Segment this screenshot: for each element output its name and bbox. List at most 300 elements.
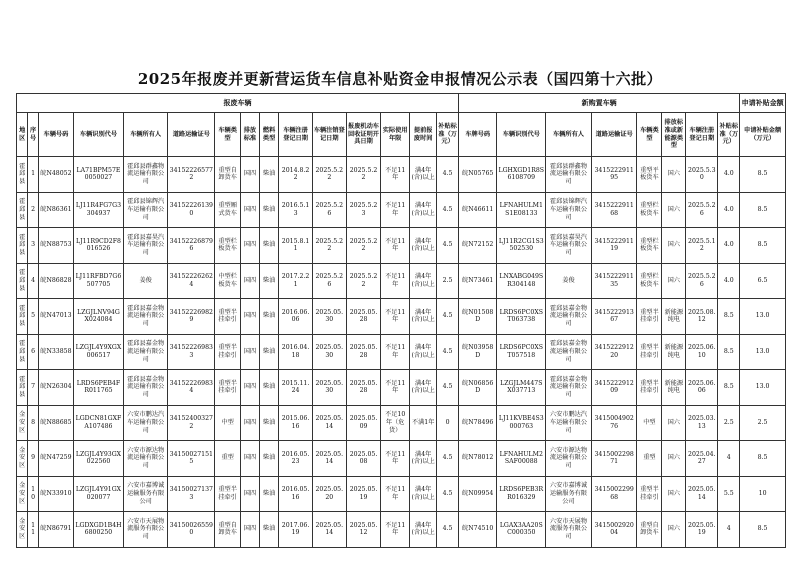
table-cell: 满4年(含)以上 xyxy=(410,370,437,406)
table-row xyxy=(17,476,786,512)
table-cell: 满4年(含)以上 xyxy=(410,192,437,228)
table-cell: 10 xyxy=(28,476,38,512)
table-cell: 霍邱县 xyxy=(17,370,28,406)
table-cell: 六安市鹏达汽车运输有限公司 xyxy=(123,405,168,441)
column-header-row xyxy=(17,113,786,157)
table-cell: 满4年(含)以上 xyxy=(410,512,437,548)
column-header: 车辆类型 xyxy=(215,113,241,157)
table-cell: 341522268796 xyxy=(168,228,215,264)
table-cell: 皖N78496 xyxy=(459,405,497,441)
table-cell: 13.0 xyxy=(740,370,786,406)
table-cell: 4.0 xyxy=(718,228,740,264)
table-cell: 皖N72152 xyxy=(459,228,497,264)
table-cell: 2025.05.12 xyxy=(346,512,380,548)
table-cell: 柴油 xyxy=(259,370,279,406)
column-header: 提前报废时间 xyxy=(410,113,437,157)
table-cell: 国六 xyxy=(662,405,686,441)
table-cell: 341522291135 xyxy=(591,263,637,299)
table-cell: 重型半挂牵引 xyxy=(637,299,662,335)
table-cell: 霍邱县嘉金物流运输有限公司 xyxy=(546,370,592,406)
table-cell: 满4年(含)以上 xyxy=(410,157,437,193)
table-body xyxy=(17,157,786,548)
table-row xyxy=(17,441,786,477)
table-cell: 6.5 xyxy=(740,263,786,299)
table-cell: 不足11年 xyxy=(381,334,410,370)
table-cell: 重型厢式货车 xyxy=(215,192,241,228)
table-cell: 4.5 xyxy=(437,512,459,548)
column-header: 车辆注册登记日期 xyxy=(686,113,718,157)
table-cell: 重型半挂牵引 xyxy=(215,370,241,406)
column-header: 道路运输证号 xyxy=(591,113,637,157)
table-cell: 国四 xyxy=(241,157,260,193)
table-cell: 2025.05.08 xyxy=(346,441,380,477)
column-header: 报废机动车回收证明开具日期 xyxy=(346,113,380,157)
table-cell: 六安市源达物流运输有限公司 xyxy=(546,441,592,477)
table-cell: 柴油 xyxy=(259,299,279,335)
group-apply: 申请补贴金额 xyxy=(740,94,786,113)
table-cell: 2025.5.22 xyxy=(346,228,380,264)
table-cell: 六安市嘉博诚运输服务有限公司 xyxy=(546,476,592,512)
table-cell: 4.0 xyxy=(718,263,740,299)
table-cell: 国四 xyxy=(241,228,260,264)
table-cell: LJ11KVBE4S3000763 xyxy=(497,405,546,441)
table-cell: 皖N06856D xyxy=(459,370,497,406)
table-cell: 2025.08.12 xyxy=(686,299,718,335)
column-header: 补贴标准（万元） xyxy=(718,113,740,157)
table-cell: 重型栏板货车 xyxy=(215,228,241,264)
table-cell: 341500271373 xyxy=(168,476,215,512)
table-cell: 5.5 xyxy=(718,476,740,512)
table-cell: 霍邱县 xyxy=(17,263,28,299)
table-cell: 重型自卸货车 xyxy=(215,157,241,193)
table-cell: LRDS6PC0XST063738 xyxy=(497,299,546,335)
table-cell: 341500229871 xyxy=(591,441,637,477)
column-header: 序号 xyxy=(28,113,38,157)
table-cell: 国六 xyxy=(662,441,686,477)
table-cell: 国四 xyxy=(241,263,260,299)
table-cell: 不足11年 xyxy=(381,157,410,193)
table-cell: 皖N88685 xyxy=(38,405,73,441)
table-cell: 皖N86361 xyxy=(38,192,73,228)
table-cell: LGDCN81GXFA107486 xyxy=(74,405,124,441)
table-cell: 341500229968 xyxy=(591,476,637,512)
table-cell: 2017.06.19 xyxy=(279,512,312,548)
table-row xyxy=(17,370,786,406)
table-cell: 皖N05765 xyxy=(459,157,497,193)
table-cell: 2025.05.28 xyxy=(346,334,380,370)
table-cell: 满4年(含)以上 xyxy=(410,441,437,477)
table-cell: 皖N86791 xyxy=(38,512,73,548)
table-cell: 国四 xyxy=(241,334,260,370)
table-cell: 8.5 xyxy=(740,192,786,228)
table-cell: 2025.05.14 xyxy=(312,512,346,548)
table-row xyxy=(17,334,786,370)
table-cell: 341522261390 xyxy=(168,192,215,228)
table-cell: 2025.05.14 xyxy=(312,405,346,441)
table-cell: 341524003272 xyxy=(168,405,215,441)
table-cell: 柴油 xyxy=(259,405,279,441)
table-cell: 皖N78012 xyxy=(459,441,497,477)
table-cell: 341522269834 xyxy=(168,370,215,406)
table-cell: 新能源纯电 xyxy=(662,299,686,335)
table-cell: 皖N46611 xyxy=(459,192,497,228)
table-cell: 2025.5.26 xyxy=(686,263,718,299)
table-cell: 皖N47013 xyxy=(38,299,73,335)
table-cell: 六安市鹏达汽车运输有限公司 xyxy=(546,405,592,441)
table-cell: 2025.5.23 xyxy=(346,192,380,228)
table-cell: 2.5 xyxy=(437,263,459,299)
table-cell: 2.5 xyxy=(718,405,740,441)
page-title: 2025年报废并更新营运货车信息补贴资金申报情况公示表（国四第十六批） xyxy=(137,70,663,88)
table-cell: 六安市天展物流服务有限公司 xyxy=(546,512,592,548)
table-cell: 国四 xyxy=(241,192,260,228)
table-cell: 8.5 xyxy=(740,157,786,193)
table-cell: 国六 xyxy=(662,192,686,228)
table-cell: 皖N48052 xyxy=(38,157,73,193)
column-header: 车辆所有人 xyxy=(546,113,592,157)
column-header: 申请补贴金额（万元） xyxy=(740,113,786,157)
column-header: 车辆类型 xyxy=(637,113,662,157)
table-row xyxy=(17,228,786,264)
table-cell: 2025.05.30 xyxy=(312,299,346,335)
table-cell: 8.5 xyxy=(740,512,786,548)
table-cell: LZGJLNV94GX024084 xyxy=(74,299,124,335)
table-cell: 霍邱县嘉金物流运输有限公司 xyxy=(546,334,592,370)
table-cell: 不足11年 xyxy=(381,512,410,548)
table-cell: 2025.05.30 xyxy=(312,334,346,370)
table-cell: 2025.06.10 xyxy=(686,334,718,370)
table-cell: 国六 xyxy=(662,512,686,548)
table-cell: 满4年(含)以上 xyxy=(410,476,437,512)
table-cell: 不足11年 xyxy=(381,192,410,228)
table-cell: 341522291168 xyxy=(591,192,637,228)
table-cell: 4.5 xyxy=(437,476,459,512)
table-cell: 8.5 xyxy=(718,334,740,370)
table-cell: 2025.5.22 xyxy=(346,263,380,299)
table-cell: 4.5 xyxy=(437,299,459,335)
table-cell: 霍邱县 xyxy=(17,157,28,193)
table-cell: 2015.11.24 xyxy=(279,370,312,406)
table-cell: 2025.04.27 xyxy=(686,441,718,477)
table-cell: 不足11年 xyxy=(381,228,410,264)
group-header-row xyxy=(17,94,786,113)
table-cell: 2016.05.16 xyxy=(279,476,312,512)
table-cell: 2025.03.13 xyxy=(686,405,718,441)
table-cell: LJ11R4FG7G3304937 xyxy=(74,192,124,228)
table-cell: 8 xyxy=(28,405,38,441)
table-cell: 皖N86828 xyxy=(38,263,73,299)
table-cell: 六安市源达物流运输有限公司 xyxy=(123,441,168,477)
table-cell: 4 xyxy=(28,263,38,299)
table-cell: 霍邱县 xyxy=(17,228,28,264)
table-cell: 国四 xyxy=(241,405,260,441)
table-cell: 满4年(含)以上 xyxy=(410,263,437,299)
table-cell: 341500292004 xyxy=(591,512,637,548)
table-cell: 2025.5.26 xyxy=(312,192,346,228)
table-cell: LGAX3AA20SC000350 xyxy=(497,512,546,548)
table-cell: 2025.05.28 xyxy=(346,299,380,335)
table-cell: 8.5 xyxy=(718,370,740,406)
table-cell: 国六 xyxy=(662,476,686,512)
table-cell: 柴油 xyxy=(259,192,279,228)
table-cell: 霍邱县群鑫物流运输有限公司 xyxy=(123,157,168,193)
table-cell: 4.5 xyxy=(437,157,459,193)
table-cell: 2025.5.26 xyxy=(312,263,346,299)
table-cell: 国四 xyxy=(241,299,260,335)
table-cell: 国六 xyxy=(662,228,686,264)
table-cell: 341522269833 xyxy=(168,334,215,370)
table-cell: 霍邱县 xyxy=(17,299,28,335)
table-cell: 皖N03958D xyxy=(459,334,497,370)
table-cell: 皖N74510 xyxy=(459,512,497,548)
table-cell: 霍邱县锦辉汽车运输有限公司 xyxy=(123,192,168,228)
table-cell: 2025.5.12 xyxy=(686,228,718,264)
column-header: 地区 xyxy=(17,113,28,157)
table-cell: LGDXGD1B4H6800250 xyxy=(74,512,124,548)
table-cell: 9 xyxy=(28,441,38,477)
table-cell: LGHXGD1R8S6108709 xyxy=(497,157,546,193)
column-header: 实际使用年限 xyxy=(381,113,410,157)
table-cell: 姜俊 xyxy=(546,263,592,299)
table-cell: LFNAHULM2SAF00088 xyxy=(497,441,546,477)
table-row xyxy=(17,192,786,228)
column-header: 燃料类型 xyxy=(259,113,279,157)
table-cell: 4.5 xyxy=(437,334,459,370)
table-cell: 重型半挂牵引 xyxy=(637,476,662,512)
table-cell: 柴油 xyxy=(259,263,279,299)
table-cell: 重型半挂牵引 xyxy=(215,476,241,512)
table-cell: 柴油 xyxy=(259,441,279,477)
table-cell: 霍邱县锦辉汽车运输有限公司 xyxy=(546,192,592,228)
table-cell: 金安区 xyxy=(17,441,28,477)
table-cell: 重型半挂牵引 xyxy=(637,334,662,370)
column-header: 道路运输证号 xyxy=(168,113,215,157)
table-cell: 4.5 xyxy=(437,370,459,406)
table-cell: 341500271515 xyxy=(168,441,215,477)
table-cell: 2025.05.14 xyxy=(686,476,718,512)
table-cell: LZGJL4Y93GX022560 xyxy=(74,441,124,477)
table-cell: 重型半挂牵引 xyxy=(215,334,241,370)
table-cell: 霍邱县嘉昊汽车运输有限公司 xyxy=(123,228,168,264)
table-cell: 8.5 xyxy=(740,441,786,477)
table-cell: 满4年(含)以上 xyxy=(410,334,437,370)
table-cell: LFNAHULM1S1E08133 xyxy=(497,192,546,228)
table-cell: LRDS6PEB3RR016329 xyxy=(497,476,546,512)
table-cell: LRDS6PC0XST057518 xyxy=(497,334,546,370)
table-cell: 中型 xyxy=(637,405,662,441)
table-row xyxy=(17,263,786,299)
table-cell: 341500490276 xyxy=(591,405,637,441)
table-cell: 新能源纯电 xyxy=(662,334,686,370)
table-cell: 新能源纯电 xyxy=(662,370,686,406)
table-cell: 8.5 xyxy=(740,228,786,264)
table-cell: 重型栏板货车 xyxy=(637,228,662,264)
column-header: 排放标准 xyxy=(241,113,260,157)
table-cell: 2025.05.20 xyxy=(312,476,346,512)
table-cell: 皖N26304 xyxy=(38,370,73,406)
table-cell: 霍邱县 xyxy=(17,334,28,370)
table-cell: 不满1年 xyxy=(410,405,437,441)
table-cell: 4.0 xyxy=(718,157,740,193)
table-cell: 2025.05.19 xyxy=(346,476,380,512)
table-cell: 不足11年 xyxy=(381,476,410,512)
table-cell: LRDS6PEB4FR011765 xyxy=(74,370,124,406)
table-cell: 不足11年 xyxy=(381,299,410,335)
table-cell: 国四 xyxy=(241,476,260,512)
column-header: 车辆注销登记日期 xyxy=(312,113,346,157)
table-cell: 金安区 xyxy=(17,405,28,441)
table-cell: 金安区 xyxy=(17,476,28,512)
table-row xyxy=(17,157,786,193)
table-cell: 341522269829 xyxy=(168,299,215,335)
table-cell: 2014.8.22 xyxy=(279,157,312,193)
table-cell: 2025.06.06 xyxy=(686,370,718,406)
column-header: 车辆识别代号 xyxy=(497,113,546,157)
table-row xyxy=(17,299,786,335)
table-cell: 霍邱县嘉金物流运输有限公司 xyxy=(123,334,168,370)
table-cell: 341522265772 xyxy=(168,157,215,193)
table-cell: 姜俊 xyxy=(123,263,168,299)
table-cell: 1 xyxy=(28,157,38,193)
table-cell: 霍邱县 xyxy=(17,192,28,228)
table-cell: 柴油 xyxy=(259,228,279,264)
table-cell: 4 xyxy=(718,441,740,477)
subsidy-table xyxy=(16,93,786,548)
table-cell: 皖N33910 xyxy=(38,476,73,512)
table-cell: 13.0 xyxy=(740,334,786,370)
table-cell: 重型半挂牵引 xyxy=(637,370,662,406)
table-cell: 霍邱县嘉昊汽车运输有限公司 xyxy=(546,228,592,264)
table-cell: 重型平板货车 xyxy=(637,157,662,193)
table-cell: 2016.06.06 xyxy=(279,299,312,335)
table-cell: 霍邱县嘉金物流运输有限公司 xyxy=(123,299,168,335)
table-cell: 341522291220 xyxy=(591,334,637,370)
table-cell: 重型栏板货车 xyxy=(637,192,662,228)
table-cell: 2015.8.11 xyxy=(279,228,312,264)
table-cell: 2025.05.30 xyxy=(312,370,346,406)
table-cell: 皖N88753 xyxy=(38,228,73,264)
table-cell: LJ11RFBD7G6507705 xyxy=(74,263,124,299)
table-cell: 8.5 xyxy=(718,299,740,335)
table-cell: 中型栏板货车 xyxy=(215,263,241,299)
table-cell: 2025.5.22 xyxy=(346,157,380,193)
table-cell: 2015.06.16 xyxy=(279,405,312,441)
table-cell: 不足10年（危货） xyxy=(381,405,410,441)
table-cell: 霍邱县群鑫物流运输有限公司 xyxy=(546,157,592,193)
table-cell: 柴油 xyxy=(259,334,279,370)
table-cell: 柴油 xyxy=(259,157,279,193)
table-cell: LJ11R9CD2F8016526 xyxy=(74,228,124,264)
table-cell: 重型 xyxy=(215,441,241,477)
column-header: 车辆识别代号 xyxy=(74,113,124,157)
table-cell: 不足11年 xyxy=(381,370,410,406)
table-cell: 皖N73461 xyxy=(459,263,497,299)
table-cell: LZGJL4Y91GX020077 xyxy=(74,476,124,512)
table-cell: LA71BPM57E0050027 xyxy=(74,157,124,193)
table-cell: 重型 xyxy=(637,441,662,477)
table-cell: 341522291209 xyxy=(591,370,637,406)
column-header: 车辆号码 xyxy=(38,113,73,157)
table-cell: 金安区 xyxy=(17,512,28,548)
table-cell: 霍邱县嘉金物流运输有限公司 xyxy=(123,370,168,406)
table-cell: LJ11R2CG1S3502530 xyxy=(497,228,546,264)
table-cell: 2.5 xyxy=(740,405,786,441)
table-cell: 2016.05.23 xyxy=(279,441,312,477)
table-cell: 中型 xyxy=(215,405,241,441)
table-cell: 341500265590 xyxy=(168,512,215,548)
table-cell: 不足11年 xyxy=(381,441,410,477)
table-cell: 国六 xyxy=(662,157,686,193)
table-cell: 国四 xyxy=(241,370,260,406)
table-row xyxy=(17,405,786,441)
table-cell: 皖N09954 xyxy=(459,476,497,512)
table-cell: 满4年(含)以上 xyxy=(410,299,437,335)
table-cell: 2025.5.22 xyxy=(312,157,346,193)
table-cell: 国四 xyxy=(241,441,260,477)
table-cell: 重型半挂牵引 xyxy=(215,299,241,335)
table-cell: 不足11年 xyxy=(381,263,410,299)
table-cell: 2025.05.14 xyxy=(312,441,346,477)
table-cell: 341522291119 xyxy=(591,228,637,264)
table-cell: 重型栏板货车 xyxy=(637,263,662,299)
table-cell: 10 xyxy=(740,476,786,512)
table-cell: 2025.05.19 xyxy=(686,512,718,548)
table-cell: 2025.5.26 xyxy=(686,192,718,228)
table-cell: 2016.5.13 xyxy=(279,192,312,228)
table-row xyxy=(17,512,786,548)
table-cell: 5 xyxy=(28,299,38,335)
table-cell: 皖N47259 xyxy=(38,441,73,477)
table-cell: 2 xyxy=(28,192,38,228)
table-cell: 7 xyxy=(28,370,38,406)
table-cell: 2025.05.28 xyxy=(346,370,380,406)
table-cell: 2025.5.22 xyxy=(312,228,346,264)
column-header: 补贴标准（万元） xyxy=(437,113,459,157)
table-cell: 重型自卸货车 xyxy=(215,512,241,548)
table-cell: 2025.05.09 xyxy=(346,405,380,441)
column-header: 车辆所有人 xyxy=(123,113,168,157)
table-cell: 341522262624 xyxy=(168,263,215,299)
column-header: 车辆注册登记日期 xyxy=(279,113,312,157)
table-cell: 国六 xyxy=(662,263,686,299)
table-cell: 4.0 xyxy=(718,192,740,228)
table-cell: 4.5 xyxy=(437,192,459,228)
table-cell: 六安市天展物流服务有限公司 xyxy=(123,512,168,548)
table-cell: 2017.2.21 xyxy=(279,263,312,299)
table-cell: 满4年(含)以上 xyxy=(410,228,437,264)
table-cell: 柴油 xyxy=(259,476,279,512)
column-header: 排放标准或新能源类型 xyxy=(662,113,686,157)
table-cell: 重型自卸货车 xyxy=(637,512,662,548)
table-cell: 4.5 xyxy=(437,228,459,264)
table-cell: 皖N01508D xyxy=(459,299,497,335)
table-cell: 6 xyxy=(28,334,38,370)
table-cell: 2025.5.30 xyxy=(686,157,718,193)
table-cell: 柴油 xyxy=(259,512,279,548)
table-cell: 0 xyxy=(437,405,459,441)
table-cell: 13.0 xyxy=(740,299,786,335)
table-cell: 341522291367 xyxy=(591,299,637,335)
table-cell: LZGJLM447SX037713 xyxy=(497,370,546,406)
table-cell: 11 xyxy=(28,512,38,548)
table-cell: LNXABG049SR304148 xyxy=(497,263,546,299)
table-cell: 国四 xyxy=(241,512,260,548)
table-cell: 六安市嘉博诚运输服务有限公司 xyxy=(123,476,168,512)
table-cell: 4.5 xyxy=(437,441,459,477)
table-cell: 341522291195 xyxy=(591,157,637,193)
group-scrap: 报废车辆 xyxy=(17,94,459,113)
group-new: 新购置车辆 xyxy=(459,94,740,113)
